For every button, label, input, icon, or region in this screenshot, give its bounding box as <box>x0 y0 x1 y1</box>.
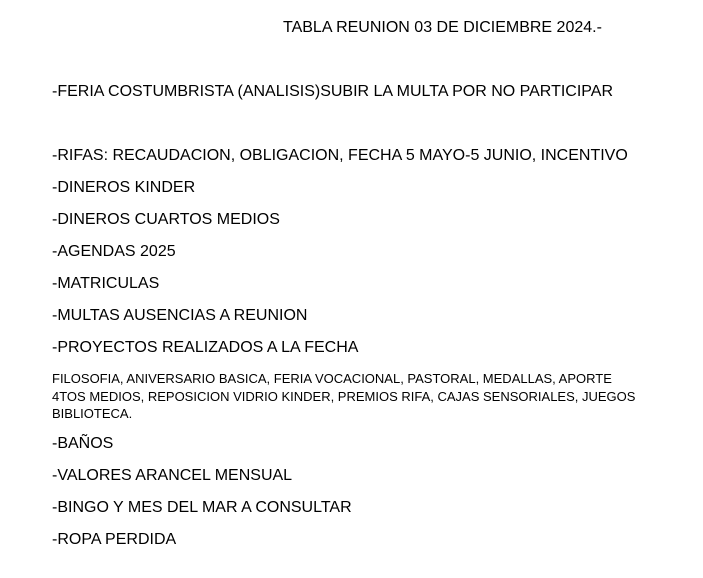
agenda-item-proyectos: -PROYECTOS REALIZADOS A LA FECHA <box>52 339 359 356</box>
projects-detail: FILOSOFIA, ANIVERSARIO BASICA, FERIA VOCACIONAL, PASTORAL, MEDALLAS, APORTE 4TOS MEDIOS, REPOSICION VIDRIO KINDER, PREMIOS RIFA, CAJAS SENSORIALES, JUEGOS BIBLIOTECA. <box>52 371 636 421</box>
agenda-item-bingo: -BINGO Y MES DEL MAR A CONSULTAR <box>52 499 352 516</box>
agenda-item-rifas: -RIFAS: RECAUDACION, OBLIGACION, FECHA 5 MAYO-5 JUNIO, INCENTIVO <box>52 147 628 164</box>
agenda-item-dineros-kinder: -DINEROS KINDER <box>52 179 196 196</box>
agenda-item-dineros-cuartos: -DINEROS CUARTOS MEDIOS <box>52 211 280 228</box>
agenda-item-ropa: -ROPA PERDIDA <box>52 531 177 548</box>
agenda-item-banos: -BAÑOS <box>52 435 114 452</box>
document-title: TABLA REUNION 03 DE DICIEMBRE 2024.- <box>283 19 602 36</box>
agenda-item-feria: -FERIA COSTUMBRISTA (ANALISIS)SUBIR LA MULTA POR NO PARTICIPAR <box>52 83 613 100</box>
agenda-item-multas: -MULTAS AUSENCIAS A REUNION <box>52 307 308 324</box>
agenda-item-valores: -VALORES ARANCEL MENSUAL <box>52 467 293 484</box>
agenda-item-matriculas: -MATRICULAS <box>52 275 160 292</box>
agenda-item-agendas: -AGENDAS 2025 <box>52 243 176 260</box>
